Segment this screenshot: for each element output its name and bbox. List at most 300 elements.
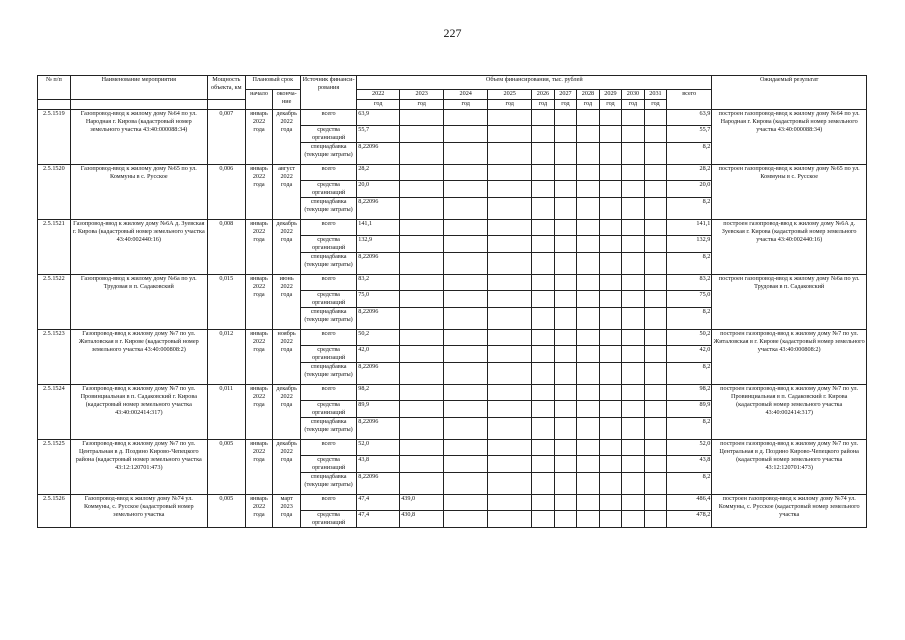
amount-empty xyxy=(577,236,600,253)
amount-empty xyxy=(622,401,645,418)
header-year-2028: 2028 xyxy=(577,90,600,100)
amount-empty xyxy=(554,495,577,511)
amount-empty xyxy=(599,308,622,330)
amount-empty xyxy=(599,110,622,126)
header-year-2025: 2025 xyxy=(488,90,532,100)
amount-empty xyxy=(644,330,667,346)
header-year-suffix: год xyxy=(488,100,532,110)
header-year-suffix: год xyxy=(444,100,488,110)
header-capacity-continued xyxy=(207,100,245,110)
amount-empty xyxy=(577,165,600,181)
row-number: 2.5.1519 xyxy=(38,110,71,165)
funding-source: средства организаций xyxy=(300,126,356,143)
row-number: 2.5.1521 xyxy=(38,220,71,275)
amount-empty xyxy=(444,330,488,346)
amount-2022: 8,22096 xyxy=(357,363,400,385)
amount-empty xyxy=(599,385,622,401)
amount-empty xyxy=(444,385,488,401)
amount-empty xyxy=(554,253,577,275)
row-number: 2.5.1524 xyxy=(38,385,71,440)
amount-empty xyxy=(444,440,488,456)
amount-empty xyxy=(532,418,555,440)
expected-result: построен газопровод-ввод к жилому дому №65 по ул. Коммуны в с. Русское xyxy=(712,165,867,220)
amount-empty xyxy=(577,346,600,363)
amount-empty xyxy=(488,473,532,495)
amount-empty xyxy=(444,143,488,165)
amount-empty xyxy=(444,220,488,236)
amount-empty xyxy=(577,401,600,418)
amount-empty xyxy=(532,275,555,291)
amount-empty xyxy=(532,126,555,143)
funding-source: всего xyxy=(300,385,356,401)
amount-2023 xyxy=(400,181,444,198)
amount-empty xyxy=(488,198,532,220)
amount-empty xyxy=(644,363,667,385)
amount-empty xyxy=(532,165,555,181)
amount-empty xyxy=(599,495,622,511)
end-period: ноябрь 2022 года xyxy=(273,330,301,385)
funding-source: средства организаций xyxy=(300,181,356,198)
amount-empty xyxy=(554,401,577,418)
amount-2023 xyxy=(400,363,444,385)
expected-result: построен газопровод-ввод к жилому дому №74 ул. Коммуны, с. Русское (кадастровый номер земельного участка xyxy=(712,495,867,528)
capacity-km: 0,011 xyxy=(207,385,245,440)
amount-total: 8,2 xyxy=(667,363,712,385)
amount-total: 486,4 xyxy=(667,495,712,511)
start-period: январь 2022 года xyxy=(245,495,273,528)
amount-empty xyxy=(622,236,645,253)
amount-empty xyxy=(444,126,488,143)
amount-empty xyxy=(577,511,600,528)
amount-empty xyxy=(577,363,600,385)
amount-empty xyxy=(554,291,577,308)
amount-total: 8,2 xyxy=(667,308,712,330)
amount-empty xyxy=(532,401,555,418)
amount-2023 xyxy=(400,418,444,440)
funding-source: всего xyxy=(300,275,356,291)
table-row xyxy=(38,330,867,346)
funding-source: средства организаций xyxy=(300,401,356,418)
amount-empty xyxy=(622,291,645,308)
amount-2023 xyxy=(400,236,444,253)
header-num: № п/п xyxy=(38,76,71,100)
amount-2022: 47,4 xyxy=(357,511,400,528)
table-row xyxy=(38,275,867,291)
amount-total: 42,0 xyxy=(667,346,712,363)
amount-total: 28,2 xyxy=(667,165,712,181)
amount-empty xyxy=(644,385,667,401)
amount-empty xyxy=(622,456,645,473)
expected-result: построен газопровод-ввод к жилому дому №7 по ул. Житаловская в г. Кирове (кадастровый номер земельного участка 43:40:000808:2) xyxy=(712,330,867,385)
amount-2022: 8,22096 xyxy=(357,253,400,275)
amount-empty xyxy=(554,198,577,220)
amount-empty xyxy=(644,308,667,330)
amount-empty xyxy=(488,236,532,253)
amount-2023 xyxy=(400,346,444,363)
header-name-continued xyxy=(70,100,207,110)
amount-empty xyxy=(532,330,555,346)
start-period: январь 2022 года xyxy=(245,110,273,165)
amount-empty xyxy=(644,418,667,440)
header-year-suffix: год xyxy=(599,100,622,110)
expected-result: построен газопровод-ввод к жилому дому №7 по ул. Центральная в д. Поздино Кирово-Чепецкого района (кадастровый номер земельного участка 43:12:120701:473) xyxy=(712,440,867,495)
header-year-2024: 2024 xyxy=(444,90,488,100)
start-period: январь 2022 года xyxy=(245,440,273,495)
amount-total: 8,2 xyxy=(667,198,712,220)
amount-total: 52,0 xyxy=(667,440,712,456)
capacity-km: 0,005 xyxy=(207,440,245,495)
amount-empty xyxy=(532,456,555,473)
amount-empty xyxy=(554,440,577,456)
amount-2023 xyxy=(400,330,444,346)
amount-empty xyxy=(644,346,667,363)
capacity-km: 0,005 xyxy=(207,495,245,528)
row-number: 2.5.1523 xyxy=(38,330,71,385)
amount-empty xyxy=(622,511,645,528)
capacity-km: 0,012 xyxy=(207,330,245,385)
end-period: декабрь 2022 года xyxy=(273,220,301,275)
start-period: январь 2022 года xyxy=(245,330,273,385)
start-period: январь 2022 года xyxy=(245,220,273,275)
amount-empty xyxy=(577,495,600,511)
header-year-suffix: год xyxy=(554,100,577,110)
amount-empty xyxy=(554,275,577,291)
amount-2023 xyxy=(400,220,444,236)
amount-2022: 8,22096 xyxy=(357,143,400,165)
amount-empty xyxy=(444,511,488,528)
amount-empty xyxy=(488,495,532,511)
header-year-2029: 2029 xyxy=(599,90,622,100)
amount-empty xyxy=(488,126,532,143)
amount-2023 xyxy=(400,473,444,495)
amount-total: 141,1 xyxy=(667,220,712,236)
amount-empty xyxy=(622,330,645,346)
amount-empty xyxy=(622,346,645,363)
amount-empty xyxy=(554,511,577,528)
amount-empty xyxy=(577,418,600,440)
amount-empty xyxy=(644,253,667,275)
amount-empty xyxy=(532,220,555,236)
amount-2023 xyxy=(400,440,444,456)
amount-empty xyxy=(622,495,645,511)
amount-empty xyxy=(644,198,667,220)
amount-empty xyxy=(577,440,600,456)
amount-2023 xyxy=(400,308,444,330)
amount-2023 xyxy=(400,291,444,308)
amount-empty xyxy=(554,110,577,126)
amount-empty xyxy=(444,495,488,511)
amount-empty xyxy=(488,308,532,330)
funding-source: средства организаций xyxy=(300,291,356,308)
amount-2023 xyxy=(400,110,444,126)
amount-empty xyxy=(599,198,622,220)
amount-empty xyxy=(554,456,577,473)
amount-empty xyxy=(532,363,555,385)
amount-empty xyxy=(554,165,577,181)
capacity-km: 0,008 xyxy=(207,220,245,275)
amount-empty xyxy=(577,275,600,291)
amount-empty xyxy=(644,495,667,511)
amount-empty xyxy=(622,440,645,456)
amount-empty xyxy=(644,220,667,236)
header-year-suffix: год xyxy=(577,100,600,110)
capacity-km: 0,015 xyxy=(207,275,245,330)
end-period: декабрь 2022 года xyxy=(273,385,301,440)
amount-empty xyxy=(488,291,532,308)
amount-2022: 8,22096 xyxy=(357,308,400,330)
amount-empty xyxy=(577,110,600,126)
amount-empty xyxy=(599,220,622,236)
amount-total: 8,2 xyxy=(667,253,712,275)
header-start: начало xyxy=(245,90,273,110)
amount-2022: 43,8 xyxy=(357,456,400,473)
header-year-suffix: год xyxy=(644,100,667,110)
amount-empty xyxy=(554,126,577,143)
amount-2023: 439,0 xyxy=(400,495,444,511)
header-year-2027: 2027 xyxy=(554,90,577,100)
amount-empty xyxy=(444,198,488,220)
amount-total: 8,2 xyxy=(667,143,712,165)
header-year-suffix: год xyxy=(622,100,645,110)
amount-empty xyxy=(599,473,622,495)
amount-empty xyxy=(599,456,622,473)
funding-source: средства организаций xyxy=(300,456,356,473)
amount-empty xyxy=(577,330,600,346)
amount-empty xyxy=(577,253,600,275)
amount-empty xyxy=(532,181,555,198)
amount-empty xyxy=(577,308,600,330)
amount-2023 xyxy=(400,165,444,181)
header-period: Плановый срок xyxy=(245,76,300,90)
amount-empty xyxy=(532,236,555,253)
amount-empty xyxy=(444,253,488,275)
amount-empty xyxy=(532,198,555,220)
expected-result: построен газопровод-ввод к жилому дому №6А д. Зуевская г. Кирова (кадастровый номер земельного участка 43:40:002440:16) xyxy=(712,220,867,275)
header-name: Наименование мероприятия xyxy=(70,76,207,100)
header-year-suffix: год xyxy=(357,100,400,110)
amount-empty xyxy=(622,473,645,495)
amount-empty xyxy=(554,346,577,363)
amount-total: 83,2 xyxy=(667,275,712,291)
measure-name: Газопровод-ввод к жилому дому №7 по ул. Провинциальная в п. Садаковский г. Кирова (кадастровый номер земельного участка 43:40:002414:317) xyxy=(70,385,207,440)
header-source: Источник финанси-рования xyxy=(300,76,356,110)
amount-total: 20,0 xyxy=(667,181,712,198)
amount-2022: 8,22096 xyxy=(357,418,400,440)
amount-empty xyxy=(554,220,577,236)
amount-empty xyxy=(488,181,532,198)
start-period: январь 2022 года xyxy=(245,275,273,330)
amount-empty xyxy=(532,385,555,401)
table-row xyxy=(38,385,867,401)
amount-empty xyxy=(488,346,532,363)
amount-empty xyxy=(599,253,622,275)
funding-source: спецнадбавка (текущие затраты) xyxy=(300,143,356,165)
row-number: 2.5.1525 xyxy=(38,440,71,495)
amount-empty xyxy=(444,456,488,473)
amount-2022: 20,0 xyxy=(357,181,400,198)
amount-empty xyxy=(577,143,600,165)
amount-empty xyxy=(488,511,532,528)
amount-empty xyxy=(577,198,600,220)
end-period: март 2023 года xyxy=(273,495,301,528)
header-year-2022: 2022 xyxy=(357,90,400,100)
measure-name: Газопровод-ввод к жилому дому №6А д. Зуевская г. Кирова (кадастровый номер земельного участка 43:40:002440:16) xyxy=(70,220,207,275)
amount-total: 132,9 xyxy=(667,236,712,253)
amount-empty xyxy=(644,275,667,291)
row-number: 2.5.1520 xyxy=(38,165,71,220)
amount-empty xyxy=(599,363,622,385)
page-number: 227 xyxy=(443,26,462,40)
start-period: январь 2022 года xyxy=(245,385,273,440)
amount-empty xyxy=(622,198,645,220)
amount-empty xyxy=(599,181,622,198)
amount-empty xyxy=(599,165,622,181)
expected-result: построен газопровод-ввод к жилому дому №64 по ул. Народная г. Кирова (кадастровый номер земельного участка 43:40:000088:34) xyxy=(712,110,867,165)
amount-empty xyxy=(554,330,577,346)
amount-total: 63,9 xyxy=(667,110,712,126)
amount-2022: 98,2 xyxy=(357,385,400,401)
amount-empty xyxy=(599,143,622,165)
amount-total: 98,2 xyxy=(667,385,712,401)
amount-total: 8,2 xyxy=(667,418,712,440)
end-period: июнь 2022 года xyxy=(273,275,301,330)
funding-source: всего xyxy=(300,165,356,181)
amount-empty xyxy=(644,181,667,198)
amount-empty xyxy=(488,363,532,385)
amount-empty xyxy=(577,181,600,198)
amount-empty xyxy=(488,165,532,181)
amount-total: 75,0 xyxy=(667,291,712,308)
amount-empty xyxy=(444,275,488,291)
funding-source: всего xyxy=(300,495,356,511)
amount-empty xyxy=(444,308,488,330)
start-period: январь 2022 года xyxy=(245,165,273,220)
funding-source: средства организаций xyxy=(300,511,356,528)
amount-empty xyxy=(622,110,645,126)
amount-empty xyxy=(554,181,577,198)
amount-empty xyxy=(444,181,488,198)
amount-empty xyxy=(622,181,645,198)
amount-2022: 55,7 xyxy=(357,126,400,143)
amount-empty xyxy=(622,126,645,143)
amount-empty xyxy=(577,385,600,401)
amount-2022: 89,9 xyxy=(357,401,400,418)
amount-empty xyxy=(622,363,645,385)
amount-total: 50,2 xyxy=(667,330,712,346)
measure-name: Газопровод-ввод к жилому дому №64 по ул. Народная г. Кирова (кадастровый номер земельного участка 43:40:000088:34) xyxy=(70,110,207,165)
amount-2022: 141,1 xyxy=(357,220,400,236)
amount-empty xyxy=(488,253,532,275)
amount-empty xyxy=(444,236,488,253)
amount-empty xyxy=(599,291,622,308)
amount-empty xyxy=(554,143,577,165)
amount-empty xyxy=(488,220,532,236)
funding-source: средства организаций xyxy=(300,346,356,363)
measure-name: Газопровод-ввод к жилому дому №7 по ул. Житаловская в г. Кирове (кадастровый номер земельного участка 43:40:000808:2) xyxy=(70,330,207,385)
amount-empty xyxy=(622,385,645,401)
amount-empty xyxy=(488,401,532,418)
amount-empty xyxy=(599,126,622,143)
amount-empty xyxy=(444,165,488,181)
table-row xyxy=(38,165,867,181)
funding-source: спецнадбавка (текущие затраты) xyxy=(300,253,356,275)
financing-plan-table xyxy=(37,75,867,528)
amount-2023 xyxy=(400,401,444,418)
amount-empty xyxy=(599,236,622,253)
header-year-2026: 2026 xyxy=(532,90,555,100)
amount-2022: 52,0 xyxy=(357,440,400,456)
amount-empty xyxy=(488,456,532,473)
amount-empty xyxy=(599,346,622,363)
amount-empty xyxy=(488,275,532,291)
amount-2023: 430,8 xyxy=(400,511,444,528)
amount-empty xyxy=(444,110,488,126)
amount-empty xyxy=(622,308,645,330)
amount-total: 478,2 xyxy=(667,511,712,528)
amount-empty xyxy=(532,143,555,165)
header-year-2030: 2030 xyxy=(622,90,645,100)
amount-empty xyxy=(488,143,532,165)
funding-source: всего xyxy=(300,220,356,236)
header-total: всего xyxy=(667,90,712,110)
funding-source: спецнадбавка (текущие затраты) xyxy=(300,363,356,385)
amount-2023 xyxy=(400,198,444,220)
amount-empty xyxy=(622,275,645,291)
amount-empty xyxy=(532,308,555,330)
amount-2023 xyxy=(400,385,444,401)
amount-empty xyxy=(577,126,600,143)
amount-empty xyxy=(532,346,555,363)
amount-empty xyxy=(488,330,532,346)
expected-result: построен газопровод-ввод к жилому дому №7 по ул. Провинциальная в п. Садаковский г. Кирова (кадастровый номер земельного участка 43:40:002414:317) xyxy=(712,385,867,440)
header-year-2031: 2031 xyxy=(644,90,667,100)
measure-name: Газопровод-ввод к жилому дому №7 по ул. Центральная в д. Поздино Кирово-Чепецкого района (кадастровый номер земельного участка 43:12:120701:473) xyxy=(70,440,207,495)
table-row xyxy=(38,110,867,126)
amount-empty xyxy=(622,220,645,236)
amount-empty xyxy=(644,440,667,456)
amount-total: 89,9 xyxy=(667,401,712,418)
amount-empty xyxy=(599,511,622,528)
amount-empty xyxy=(622,418,645,440)
amount-empty xyxy=(599,440,622,456)
amount-empty xyxy=(444,401,488,418)
amount-empty xyxy=(577,220,600,236)
amount-2022: 75,0 xyxy=(357,291,400,308)
amount-empty xyxy=(554,418,577,440)
end-period: декабрь 2022 года xyxy=(273,440,301,495)
amount-2022: 63,9 xyxy=(357,110,400,126)
amount-2022: 8,22096 xyxy=(357,473,400,495)
amount-empty xyxy=(599,418,622,440)
funding-source: всего xyxy=(300,110,356,126)
row-number: 2.5.1522 xyxy=(38,275,71,330)
amount-2022: 50,2 xyxy=(357,330,400,346)
measure-name: Газопровод-ввод к жилому дому №74 ул. Коммуны, с. Русское (кадастровый номер земельного участка xyxy=(70,495,207,528)
amount-2022: 132,9 xyxy=(357,236,400,253)
amount-empty xyxy=(532,440,555,456)
header-finance: Объем финансирования, тыс. рублей xyxy=(357,76,712,90)
amount-empty xyxy=(622,143,645,165)
funding-source: всего xyxy=(300,440,356,456)
amount-empty xyxy=(622,165,645,181)
amount-empty xyxy=(644,143,667,165)
amount-empty xyxy=(577,456,600,473)
amount-2022: 28,2 xyxy=(357,165,400,181)
header-end: оконча-ние xyxy=(273,90,301,110)
header-year-suffix: год xyxy=(400,100,444,110)
table-row xyxy=(38,440,867,456)
amount-empty xyxy=(444,291,488,308)
